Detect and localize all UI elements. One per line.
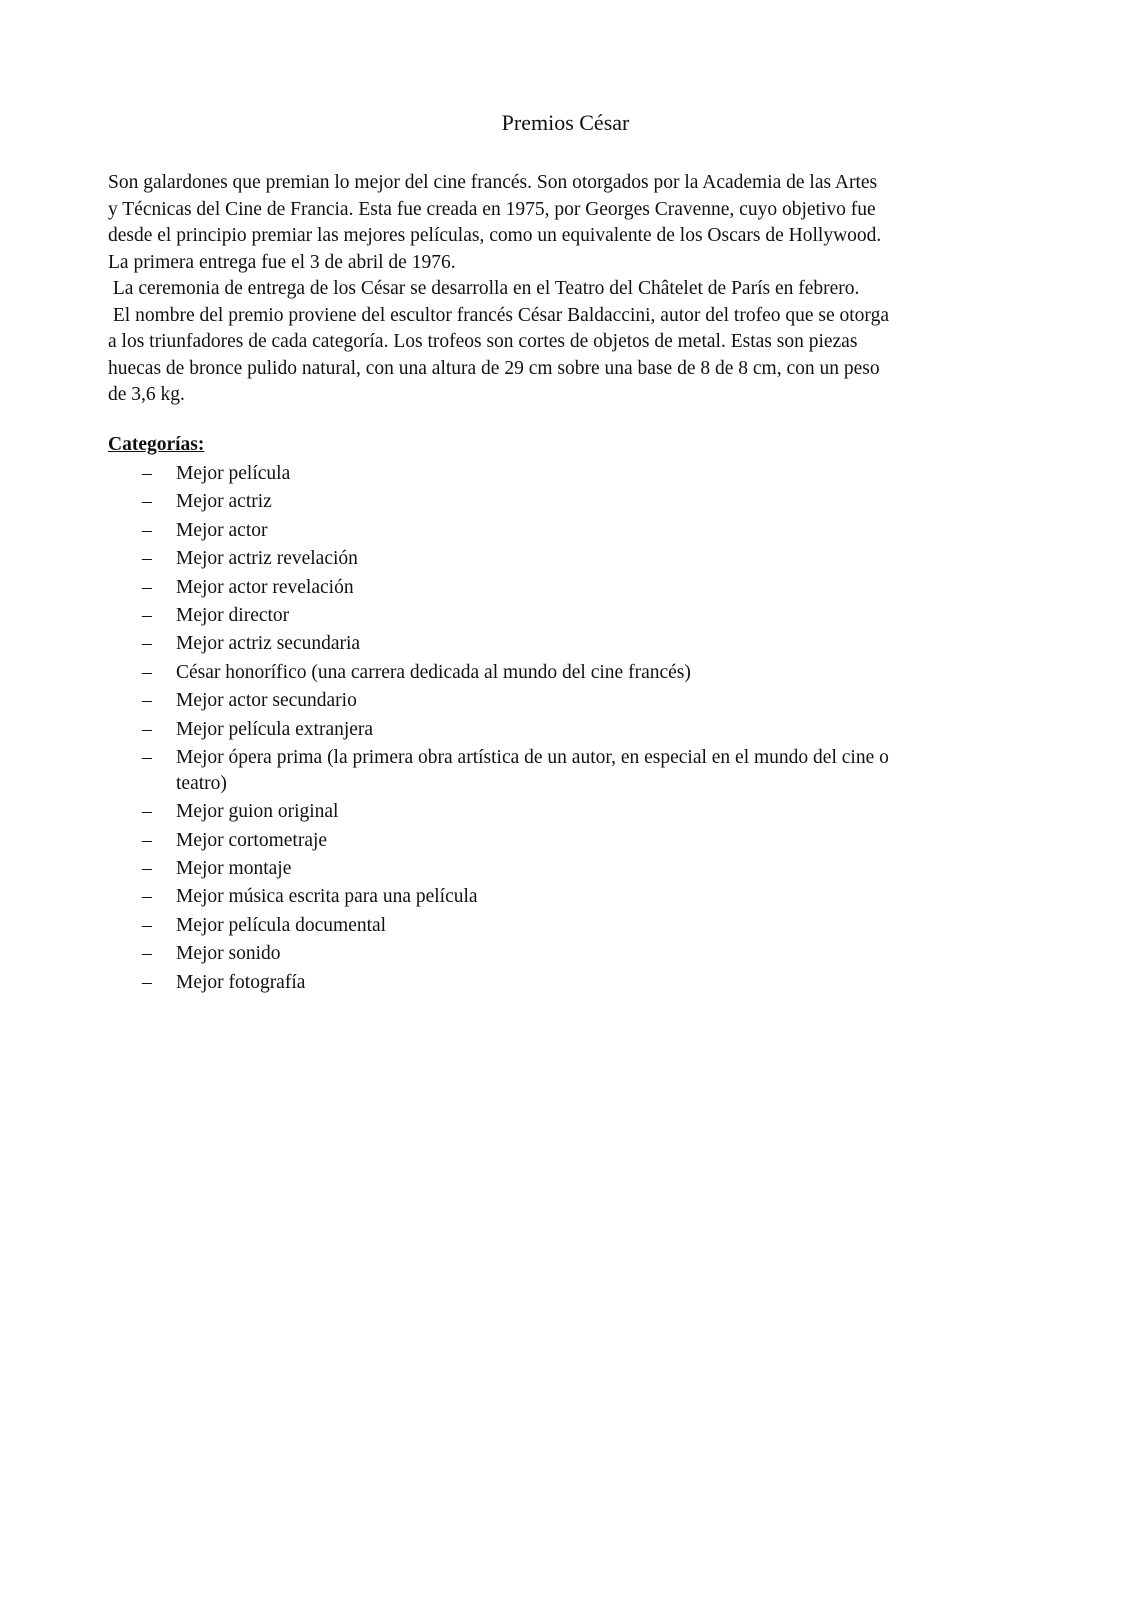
dash-bullet-icon: –	[142, 718, 152, 740]
dash-bullet-icon: –	[142, 829, 152, 851]
intro-line: Son galardones que premian lo mejor del cine francés. Son otorgados por la Academia de las Artes	[108, 172, 878, 193]
list-item	[108, 745, 1028, 797]
dash-bullet-icon: –	[142, 914, 152, 936]
dash-bullet-icon: –	[142, 690, 152, 712]
list-item	[108, 828, 1028, 854]
list-item-label: teatro)	[176, 772, 227, 794]
list-item-label: Mejor película extranjera	[176, 718, 374, 740]
dash-bullet-icon: –	[142, 463, 152, 484]
list-item	[108, 518, 1028, 544]
intro-paragraph	[108, 170, 1028, 409]
dash-bullet-icon: –	[142, 548, 152, 570]
intro-line: El nombre del premio proviene del escultor francés César Baldaccini, autor del trofeo que se otorga	[108, 304, 889, 326]
list-item-label: César honorífico (una carrera dedicada al mundo del cine francés)	[176, 661, 691, 683]
dash-bullet-icon: –	[142, 604, 152, 626]
categories-heading: Categorías:	[108, 434, 205, 455]
list-item	[108, 688, 1028, 714]
dash-bullet-icon: –	[142, 633, 152, 655]
dash-bullet-icon: –	[142, 746, 152, 768]
list-item	[108, 603, 1028, 629]
dash-bullet-icon: –	[142, 661, 152, 683]
list-item-label: Mejor montaje	[176, 858, 292, 880]
dash-bullet-icon: –	[142, 519, 152, 541]
list-item-label: Mejor música escrita para una película	[176, 886, 478, 908]
dash-bullet-icon: –	[142, 858, 152, 880]
list-item	[108, 575, 1028, 601]
list-item	[108, 856, 1028, 882]
intro-line: La primera entrega fue el 3 de abril de 1976.	[108, 251, 456, 273]
list-item-label: Mejor ópera prima (la primera obra artística de un autor, en especial en el mundo del cine o	[176, 746, 889, 768]
intro-line: La ceremonia de entrega de los César se desarrolla en el Teatro del Châtelet de París en febrero.	[108, 278, 860, 299]
intro-line: huecas de bronce pulido natural, con una altura de 29 cm sobre una base de 8 de 8 cm, con un peso	[108, 357, 880, 379]
list-item-label: Mejor sonido	[176, 943, 281, 965]
list-item-label: Mejor actor revelación	[176, 576, 354, 598]
list-item	[108, 913, 1028, 939]
list-item-label: Mejor fotografía	[176, 971, 306, 993]
dash-bullet-icon: –	[142, 971, 152, 993]
dash-bullet-icon: –	[142, 943, 152, 965]
list-item-label: Mejor director	[176, 604, 290, 626]
list-item-label: Mejor película	[176, 463, 291, 484]
list-item	[108, 631, 1028, 657]
list-item-label: Mejor película documental	[176, 914, 387, 936]
page-title: Premios César	[501, 110, 630, 135]
list-item-label: Mejor guion original	[176, 801, 339, 823]
dash-bullet-icon: –	[142, 801, 152, 823]
dash-bullet-icon: –	[142, 576, 152, 598]
list-item	[108, 461, 1028, 487]
list-item-label: Mejor actriz	[176, 491, 272, 513]
intro-line: de 3,6 kg.	[108, 384, 185, 405]
dash-bullet-icon: –	[142, 491, 152, 513]
list-item-label: Mejor cortometraje	[176, 829, 328, 851]
list-item-label: Mejor actriz secundaria	[176, 633, 361, 655]
list-item-label: Mejor actor secundario	[176, 690, 357, 712]
list-item	[108, 884, 1028, 910]
intro-line: desde el principio premiar las mejores películas, como un equivalente de los Oscars de Hollywood.	[108, 225, 882, 246]
intro-line: a los triunfadores de cada categoría. Los trofeos son cortes de objetos de metal. Estas son piezas	[108, 331, 858, 352]
list-item	[108, 489, 1028, 515]
intro-line: y Técnicas del Cine de Francia. Esta fue creada en 1975, por Georges Cravenne, cuyo objetivo fue	[108, 198, 876, 220]
list-item	[108, 941, 1028, 967]
list-item	[108, 970, 1028, 996]
list-item-label: Mejor actriz revelación	[176, 548, 358, 570]
list-item	[108, 799, 1028, 825]
list-item	[108, 546, 1028, 572]
list-item	[108, 717, 1028, 743]
dash-bullet-icon: –	[142, 886, 152, 908]
list-item	[108, 660, 1028, 686]
list-item-label: Mejor actor	[176, 519, 268, 541]
categories-list	[108, 461, 1028, 998]
